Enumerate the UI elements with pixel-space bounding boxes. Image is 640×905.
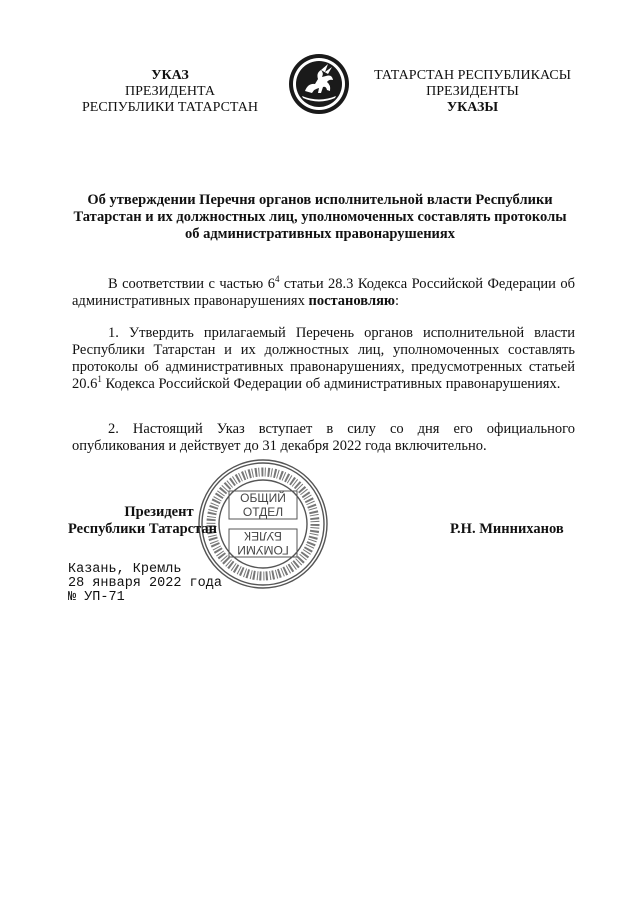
footer-number: № УП-71 [68, 590, 125, 605]
signatory-name: Р.Н. Минниханов [450, 521, 564, 537]
item-1-paragraph [72, 325, 575, 393]
signature-position [70, 504, 220, 521]
header-right-republic: ТАТАРСТАН РЕСПУБЛИКАСЫ [374, 68, 571, 83]
footer-place: Казань, Кремль [68, 562, 182, 577]
header-left-republic: РЕСПУБЛИКИ ТАТАРСТАН [81, 100, 258, 115]
preamble-decree-word: постановляю [308, 293, 396, 309]
stamp-label-general: ОБЩИЙ [240, 491, 286, 505]
signature-position-line2: Республики Татарстан [68, 521, 217, 537]
preamble-text-cont: статьи 28.3 Кодекса Российской Федерации об административных правонарушениях [72, 276, 575, 309]
stamp-label-general-tatar: ГОМУМИ [237, 543, 289, 557]
preamble-colon: : [395, 293, 400, 309]
item-1-text-cont: Кодекса Российской Федерации об административных правонарушениях. [101, 376, 561, 392]
item-2-paragraph: 2. Настоящий Указ вступает в силу со дня его официального опубликования и действует до 31 декабря 2022 года включительно. [72, 421, 575, 454]
preamble-text: В соответствии с частью 6 [108, 276, 275, 292]
emblem-icon [288, 53, 350, 115]
header-left-president: ПРЕЗИДЕНТА [125, 84, 215, 99]
stamp-label-department: ОТДЕЛ [242, 505, 284, 519]
preamble-superscript: 4 [274, 274, 280, 285]
document-title: Об утверждении Перечня органов исполнительной власти Республики Татарстан и их должностных лиц, уполномоченных составлять протоколы об административных правонарушениях [73, 192, 567, 242]
preamble-paragraph [72, 276, 575, 310]
signature-position-line1: Президент [124, 504, 194, 520]
header-left [65, 68, 275, 116]
header-right-decree: УКАЗЫ [446, 100, 499, 115]
item-1-superscript: 1 [97, 374, 102, 385]
header-right-president: ПРЕЗИДЕНТЫ [426, 84, 519, 99]
footer-date: 28 января 2022 года [68, 576, 222, 591]
stamp-label-division: БУЛЕК [244, 529, 282, 543]
coat-of-arms-emblem [288, 53, 350, 115]
footer-block [68, 563, 222, 605]
item-1-text: 1. Утвердить прилагаемый Перечень органов исполнительной власти Республики Татарстан и их должностных лиц, уполномоченных составлять протоколы об административных правонарушениях, предусмотренных статьей 20.6 [72, 325, 575, 392]
header-left-decree: УКАЗ [151, 68, 189, 83]
header-right [360, 68, 585, 116]
